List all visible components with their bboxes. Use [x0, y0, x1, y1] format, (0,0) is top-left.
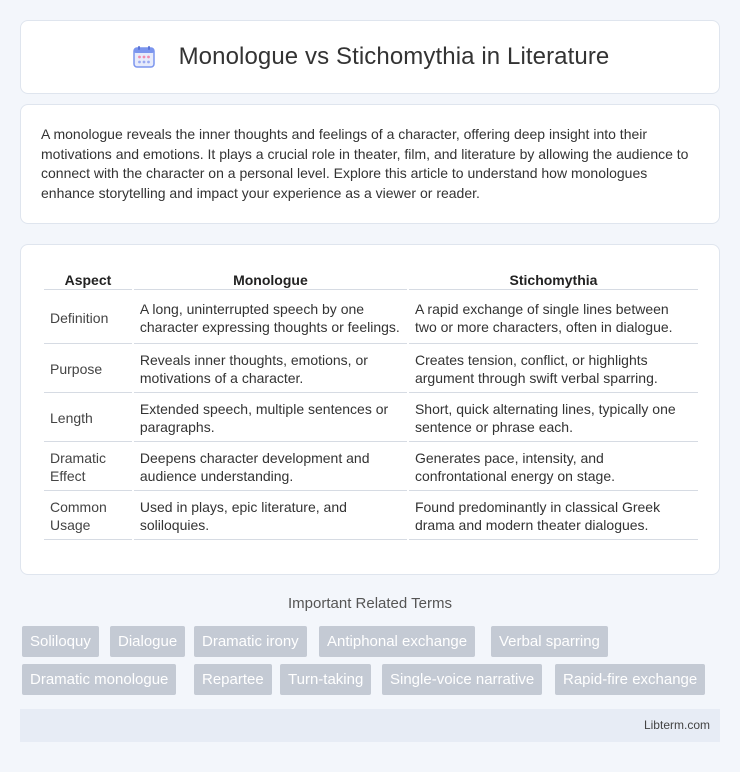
cell-stichomythia: Creates tension, conflict, or highlights argument through swift verbal sparring. — [409, 346, 698, 393]
tag-dialogue[interactable]: Dialogue — [110, 626, 185, 657]
cell-aspect: Definition — [44, 292, 132, 344]
table-row — [44, 493, 698, 540]
cell-aspect: Purpose — [44, 346, 132, 393]
cell-aspect: Dramatic Effect — [44, 444, 132, 491]
tag-soliloquy[interactable]: Soliloquy — [22, 626, 99, 657]
cell-stichomythia: Found predominantly in classical Greek drama and modern theater dialogues. — [409, 493, 698, 540]
cell-aspect: Common Usage — [44, 493, 132, 540]
header-stichomythia: Stichomythia — [409, 267, 698, 290]
cell-aspect: Length — [44, 395, 132, 442]
table-row — [44, 395, 698, 442]
table-row — [44, 444, 698, 491]
cell-stichomythia: A rapid exchange of single lines between two or more characters, often in dialogue. — [409, 292, 698, 344]
intro-card — [20, 104, 720, 224]
cell-stichomythia: Generates pace, intensity, and confrontational energy on stage. — [409, 444, 698, 491]
comparison-table — [42, 265, 700, 542]
tag-dramatic-monologue[interactable]: Dramatic monologue — [22, 664, 176, 695]
header-monologue: Monologue — [134, 267, 407, 290]
cell-monologue: Reveals inner thoughts, emotions, or motivations of a character. — [134, 346, 407, 393]
footer-site-link[interactable]: Libterm.com — [643, 718, 710, 732]
tag-turn-taking[interactable]: Turn-taking — [280, 664, 371, 695]
title-card — [20, 20, 720, 94]
tag-single-voice-narrative[interactable]: Single-voice narrative — [382, 664, 542, 695]
page-title: Monologue vs Stichomythia in Literature — [178, 43, 610, 70]
footer — [20, 709, 720, 742]
table-row — [44, 292, 698, 344]
cell-monologue: Extended speech, multiple sentences or paragraphs. — [134, 395, 407, 442]
tag-dramatic-irony[interactable]: Dramatic irony — [194, 626, 307, 657]
cell-monologue: Deepens character development and audience understanding. — [134, 444, 407, 491]
tag-repartee[interactable]: Repartee — [194, 664, 272, 695]
related-terms-title: Important Related Terms — [288, 595, 452, 612]
header-aspect: Aspect — [44, 267, 132, 290]
comparison-card — [20, 244, 720, 575]
tag-rapid-fire-exchange[interactable]: Rapid-fire exchange — [555, 664, 705, 695]
tag-antiphonal-exchange[interactable]: Antiphonal exchange — [319, 626, 475, 657]
table-header-row — [44, 267, 698, 290]
calendar-icon — [131, 44, 157, 70]
cell-stichomythia: Short, quick alternating lines, typically one sentence or phrase each. — [409, 395, 698, 442]
intro-text: A monologue reveals the inner thoughts and feelings of a character, offering deep insight into their motivations and emotions. It plays a crucial role in theater, film, and literature by allowing the audience to connect with the character on a personal level. Explore this article to understand how monologues enhance storytelling and impact your experience as a viewer or reader. — [41, 126, 689, 201]
table-row — [44, 346, 698, 393]
cell-monologue: A long, uninterrupted speech by one character expressing thoughts or feelings. — [134, 292, 407, 344]
cell-monologue: Used in plays, epic literature, and soliloquies. — [134, 493, 407, 540]
tag-verbal-sparring[interactable]: Verbal sparring — [491, 626, 608, 657]
